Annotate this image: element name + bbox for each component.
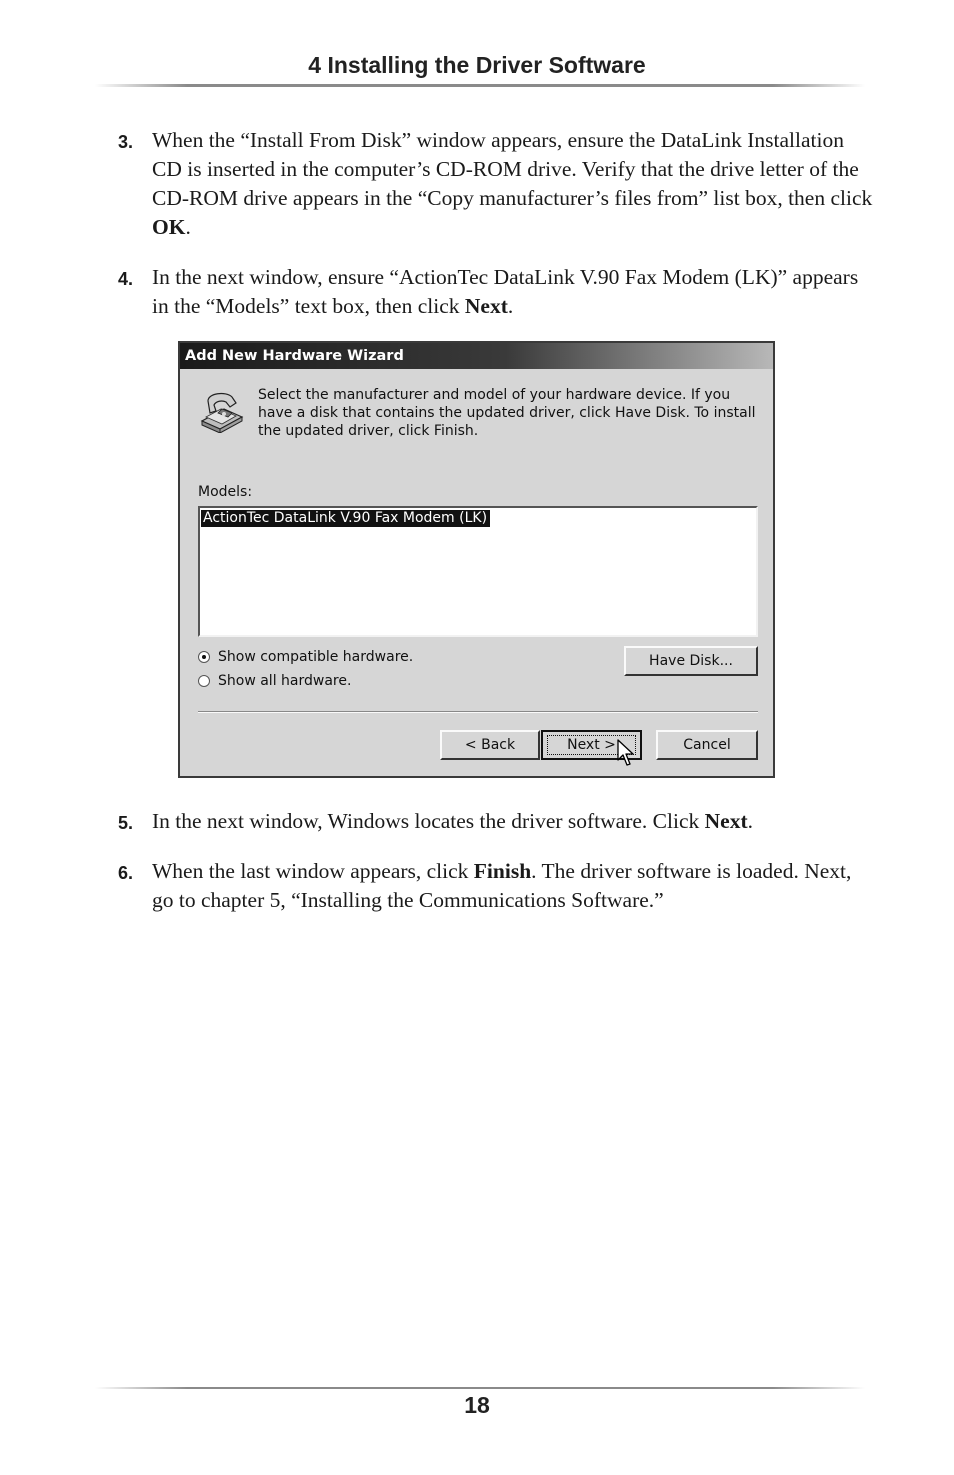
step-text: In the next window, ensure “ActionTec DataLink V.90 Fax Modem (LK)” appears in the “Models” text box, then click Next. <box>152 265 859 318</box>
have-disk-button[interactable]: Have Disk... <box>624 646 758 676</box>
step-5 <box>118 807 878 836</box>
page-number: 18 <box>464 1392 490 1418</box>
dialog-separator <box>198 711 758 713</box>
dialog-instructions: Select the manufacturer and model of your hardware device. If you have a disk that contains the updated driver, click Have Disk. To install the updated driver, click Finish. <box>258 387 756 439</box>
step-number: 4. <box>118 269 134 289</box>
show-all-hardware-radio[interactable]: Show all hardware. <box>198 672 351 690</box>
step-6 <box>118 857 878 915</box>
step-3 <box>118 126 878 242</box>
model-list-item-selected[interactable]: ActionTec DataLink V.90 Fax Modem (LK) <box>201 510 490 527</box>
step-text: When the last window appears, click Finish. The driver software is loaded. Next, go to chapter 5, “Installing the Communications Software.” <box>152 859 852 912</box>
next-button[interactable]: Next > <box>541 730 642 760</box>
radio-selected-icon <box>198 651 210 663</box>
step-4 <box>118 263 878 321</box>
radio-unselected-icon <box>198 675 210 687</box>
step-text: In the next window, Windows locates the driver software. Click Next. <box>152 809 753 833</box>
step-number: 5. <box>118 813 134 833</box>
add-new-hardware-wizard-screenshot <box>178 341 775 778</box>
dialog-title: Add New Hardware Wizard <box>180 343 773 369</box>
footer-rule <box>95 1387 865 1389</box>
show-compatible-hardware-radio[interactable]: Show compatible hardware. <box>198 648 413 666</box>
models-listbox[interactable] <box>198 506 758 637</box>
step-text: When the “Install From Disk” window appears, ensure the DataLink Installation CD is inserted in the computer’s CD-ROM drive. Verify that the drive letter of the CD-ROM drive appears in the “Copy manufacturer’s files from” list box, then click OK. <box>152 128 873 239</box>
chapter-title: 4 Installing the Driver Software <box>308 52 646 78</box>
modem-phone-icon <box>196 387 246 433</box>
mouse-cursor-icon <box>617 739 635 767</box>
step-number: 3. <box>118 132 134 152</box>
header-rule <box>95 84 865 87</box>
cancel-button[interactable]: Cancel <box>656 730 758 760</box>
back-button[interactable]: < Back <box>440 730 540 760</box>
step-number: 6. <box>118 863 134 883</box>
models-label: Models: <box>198 484 253 500</box>
